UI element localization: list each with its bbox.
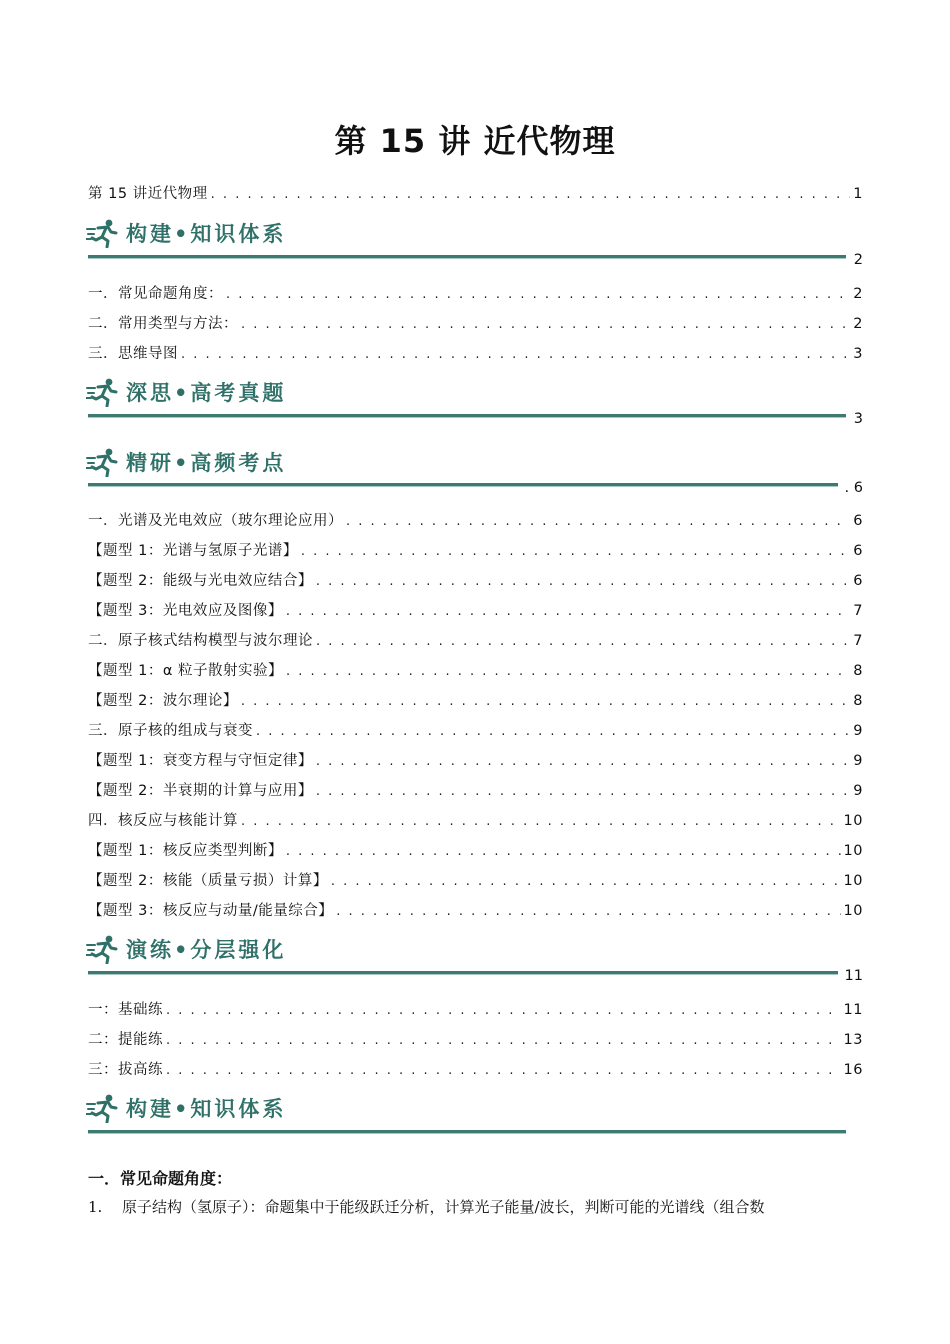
toc-page-number: 2	[853, 286, 863, 302]
section-heading-practice[interactable]	[86, 933, 286, 965]
section-page-number: 2	[853, 252, 863, 268]
toc-entry-label: 【题型 1：α 粒子散射实验】	[88, 663, 284, 679]
toc-entry-label: 三．思维导图	[88, 346, 178, 362]
toc-entry-lecture[interactable]	[88, 182, 863, 204]
runner-icon	[86, 218, 120, 248]
section-page-number: . 6	[844, 480, 863, 496]
toc-entry-label: 【题型 2：能级与光电效应结合】	[88, 573, 313, 589]
toc-entry-label: 一：基础练	[88, 1002, 163, 1018]
toc-leader-dots	[241, 694, 850, 709]
toc-entry[interactable]	[88, 719, 863, 741]
toc-page-number: 6	[853, 543, 863, 559]
toc-page-number: 1	[853, 186, 863, 202]
toc-leader-dots	[241, 814, 841, 829]
toc-page-number: 3	[853, 346, 863, 362]
section-heading-build[interactable]	[86, 217, 286, 249]
section-heading-focus[interactable]	[86, 446, 286, 478]
toc-entry-label: 【题型 1：核反应类型判断】	[88, 843, 283, 859]
section-divider	[88, 414, 846, 418]
toc-entry[interactable]	[88, 869, 863, 891]
toc-leader-dots	[346, 514, 850, 529]
toc-entry[interactable]	[88, 998, 863, 1020]
toc-page-number: 9	[853, 783, 863, 799]
toc-entry-label: 【题型 2：半衰期的计算与应用】	[88, 783, 313, 799]
toc-page-number: 10	[843, 843, 863, 859]
toc-entry-label: 二．原子核式结构模型与波尔理论	[88, 633, 313, 649]
toc-entry-label: 【题型 3：核反应与动量/能量综合】	[88, 903, 334, 919]
body-section-heading	[86, 1092, 286, 1124]
section-heading-text: 精研•高频考点	[126, 450, 287, 475]
toc-entry-label: 三：拔高练	[88, 1062, 163, 1078]
section-heading-text: 构建•知识体系	[126, 1096, 287, 1121]
toc-entry-label: 三．原子核的组成与衰变	[88, 723, 253, 739]
section-page-number: 3	[853, 411, 863, 427]
toc-entry-label: 【题型 2：波尔理论】	[88, 693, 238, 709]
paragraph-text: 原子结构（氢原子）：命题集中于能级跃迁分析，计算光子能量/波长，判断可能的光谱线（组合数	[122, 1198, 765, 1216]
toc-entry[interactable]	[88, 749, 863, 771]
toc-entry-label: 【题型 1：光谱与氢原子光谱】	[88, 543, 298, 559]
toc-entry-label: 一．光谱及光电效应（玻尔理论应用）	[88, 513, 343, 529]
toc-leader-dots	[166, 1003, 841, 1018]
toc-leader-dots	[286, 844, 841, 859]
toc-entry-label: 【题型 1：衰变方程与守恒定律】	[88, 753, 313, 769]
toc-page-number: 8	[853, 693, 863, 709]
toc-entry[interactable]	[88, 899, 863, 921]
toc-entry[interactable]	[88, 282, 863, 304]
toc-page-number: 10	[843, 813, 863, 829]
toc-page-number: 16	[843, 1062, 863, 1078]
toc-leader-dots	[241, 317, 850, 332]
body-subheading: 一．常见命题角度：	[88, 1169, 233, 1188]
toc-leader-dots	[256, 724, 850, 739]
runner-icon	[86, 934, 120, 964]
toc-entry-label: 一．常见命题角度：	[88, 286, 223, 302]
toc-entry-label: 第 15 讲近代物理	[88, 186, 208, 202]
toc-leader-dots	[316, 754, 850, 769]
toc-leader-dots	[211, 187, 851, 202]
toc-page-number: 7	[853, 633, 863, 649]
section-heading-text: 演练•分层强化	[126, 937, 287, 962]
section-divider	[88, 255, 846, 259]
toc-leader-dots	[286, 664, 850, 679]
toc-leader-dots	[286, 604, 850, 619]
section-divider	[88, 1130, 846, 1134]
runner-icon	[86, 377, 120, 407]
toc-entry[interactable]	[88, 342, 863, 364]
toc-page-number: 7	[853, 603, 863, 619]
toc-leader-dots	[316, 634, 850, 649]
toc-page-number: 2	[853, 316, 863, 332]
toc-entry[interactable]	[88, 599, 863, 621]
runner-icon	[86, 447, 120, 477]
toc-entry-label: 二．常用类型与方法：	[88, 316, 238, 332]
toc-entry[interactable]	[88, 539, 863, 561]
toc-entry[interactable]	[88, 659, 863, 681]
toc-entry-label: 【题型 2：核能（质量亏损）计算】	[88, 873, 328, 889]
section-heading-exam[interactable]	[86, 376, 286, 408]
toc-entry[interactable]	[88, 779, 863, 801]
toc-entry[interactable]	[88, 839, 863, 861]
toc-entry[interactable]	[88, 1058, 863, 1080]
toc-entry[interactable]	[88, 629, 863, 651]
toc-leader-dots	[316, 574, 850, 589]
toc-page-number: 6	[853, 573, 863, 589]
body-paragraph	[88, 1196, 868, 1217]
section-divider	[88, 483, 838, 487]
toc-page-number: 11	[843, 1002, 863, 1018]
paragraph-number: 1.	[88, 1198, 103, 1216]
section-page-number: 11	[844, 968, 863, 984]
toc-leader-dots	[226, 287, 850, 302]
toc-page-number: 10	[843, 873, 863, 889]
toc-leader-dots	[336, 904, 840, 919]
toc-entry-label: 【题型 3：光电效应及图像】	[88, 603, 283, 619]
toc-leader-dots	[301, 544, 850, 559]
toc-entry-label: 四．核反应与核能计算	[88, 813, 238, 829]
toc-entry[interactable]	[88, 509, 863, 531]
toc-page-number: 9	[853, 753, 863, 769]
toc-entry-label: 二：提能练	[88, 1032, 163, 1048]
toc-entry[interactable]	[88, 569, 863, 591]
toc-page-number: 6	[853, 513, 863, 529]
section-heading-text: 深思•高考真题	[126, 380, 287, 405]
toc-page-number: 8	[853, 663, 863, 679]
section-heading-text: 构建•知识体系	[126, 221, 287, 246]
toc-leader-dots	[181, 347, 850, 362]
toc-leader-dots	[166, 1063, 841, 1078]
section-divider	[88, 971, 838, 975]
runner-icon	[86, 1093, 120, 1123]
toc-page-number: 9	[853, 723, 863, 739]
toc-entry[interactable]	[88, 689, 863, 711]
page-title: 第 15 讲 近代物理	[334, 122, 616, 160]
toc-page-number: 10	[843, 903, 863, 919]
toc-page-number: 13	[843, 1032, 863, 1048]
toc-leader-dots	[316, 784, 850, 799]
toc-leader-dots	[166, 1033, 841, 1048]
toc-leader-dots	[331, 874, 841, 889]
toc-entry[interactable]	[88, 809, 863, 831]
toc-entry[interactable]	[88, 1028, 863, 1050]
toc-entry[interactable]	[88, 312, 863, 334]
